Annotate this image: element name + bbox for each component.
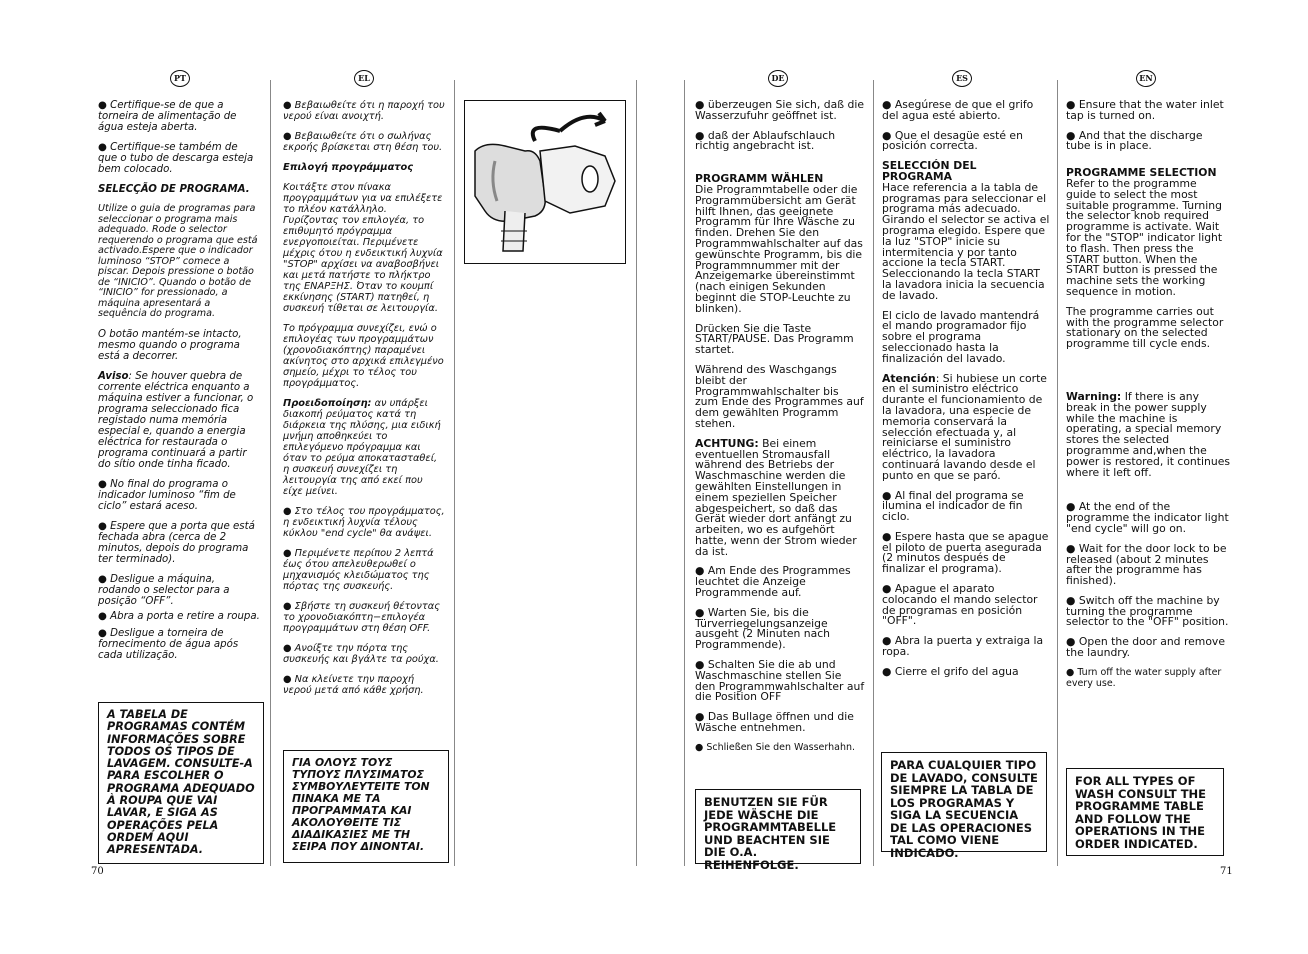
pt-open-door: ● Abra a porta e retire a roupa. bbox=[98, 611, 260, 622]
column-el bbox=[283, 100, 445, 705]
es-knob-text: El ciclo de lavado mantendrá el mando programador fijo sobre el programa seleccionado hasta la finalización del lavado. bbox=[882, 308, 1040, 365]
el-close-tap: ● Να κλείνετε την παροχή νερού μετά από κάθε χρήση. bbox=[283, 674, 445, 696]
page-number-left: 70 bbox=[91, 866, 104, 877]
flag-en: EN bbox=[1136, 70, 1156, 87]
es-warning: Atención: Si hubiese un corte en el suministro eléctrico durante el funcionamiento de la lavadora, una especie de memoria conservará la selección efectuada y, al reiniciarse el suministro eléctrico, la lavadora continuará lavando desde el punto en que se paró. bbox=[882, 371, 1047, 482]
el-door-wait: ● Περιμένετε περίπου 2 λεπτά έως ότου απελευθερωθεί ο μηχανισμός κλειδώματος της πόρτας της συσκευής. bbox=[283, 548, 445, 592]
en-hose-check: ● And that the discharge tube is in place. bbox=[1066, 131, 1230, 153]
el-tap-check: ● Βεβαιωθείτε ότι η παροχή του νερού είναι ανοιχτή. bbox=[283, 100, 445, 122]
el-end-cycle: ● Στο τέλος του προγράμματος, η ενδεικτική λυχνία τέλους κύκλου "end cycle" θα ανάψει. bbox=[283, 506, 445, 539]
pt-note-box: A TABELA DE PROGRAMAS CONTÉM INFORMAÇÕES SOBRE TODOS OS TIPOS DE LAVAGEM. CONSULTE-A PARA ESCOLHER O PROGRAMA ADEQUADO À ROUPA QUE VAI LAVAR, E SIGA AS OPERAÇÕES PELA ORDEM AQUI APRESENTADA. bbox=[98, 702, 264, 864]
column-divider bbox=[684, 80, 685, 866]
flag-es: ES bbox=[952, 70, 972, 87]
column-divider bbox=[1057, 80, 1058, 866]
es-tap-check: ● Asegúrese de que el grifo del agua esté abierto. bbox=[882, 100, 1050, 122]
de-close-tap: ● Schließen Sie den Wasserhahn. bbox=[695, 743, 865, 754]
flag-de: DE bbox=[768, 70, 788, 87]
column-divider bbox=[454, 80, 455, 866]
pt-close-tap: ● Desligue a torneira de fornecimento de água após cada utilização. bbox=[98, 628, 260, 661]
en-open-door: ● Open the door and remove the laundry. bbox=[1066, 637, 1230, 659]
de-knob-text: Während des Waschgangs bleibt der Programmwahlschalter bis zum Ende des Programmes auf dem gewählten Programm stehen. bbox=[695, 362, 864, 430]
column-es bbox=[882, 100, 1050, 687]
pt-selection-text: Utilize o guia de programas para seleccionar o programa mais adequado. Rode o selector requerendo o programa que está activado.Espere que o indicador luminoso “STOP” comece a piscar. Depois pressione o botão de “INICIO”. Quando o botão de “INICIO” for pressionado, a máquina apresentará a sequência do programa. bbox=[98, 203, 258, 319]
es-end-cycle: ● Al final del programa se ilumina el indicador de fin ciclo. bbox=[882, 491, 1050, 523]
pt-tap-check: ● Certifique-se de que a torneira de alimentação de água esteja aberta. bbox=[98, 100, 260, 133]
pt-knob-text: O botão mantém-se intacto, mesmo quando o programa está a decorrer. bbox=[98, 328, 242, 362]
de-door-wait: ● Warten Sie, bis die Türverriegelungsanzeige ausgeht (2 Minuten nach Programmende). bbox=[695, 608, 865, 651]
column-pt bbox=[98, 100, 260, 670]
de-heading: PROGRAMM WÄHLEN bbox=[695, 172, 824, 186]
el-open-door: ● Ανοίξτε την πόρτα της συσκευής και βγάλτε τα ρούχα. bbox=[283, 643, 445, 665]
de-note-box: BENUTZEN SIE FÜR JEDE WÄSCHE DIE PROGRAMMTABELLE UND BEACHTEN SIE DIE O.A. REIHENFOLGE. bbox=[695, 789, 861, 864]
en-knob-text: The programme carries out with the programme selector stationary on the selected programme till cycle ends. bbox=[1066, 304, 1224, 351]
de-switch-off: ● Schalten Sie die ab und Waschmaschine stellen Sie den Programmwahlschalter auf die Position OFF bbox=[695, 660, 865, 703]
flag-pt: PT bbox=[170, 70, 190, 87]
el-hose-check: ● Βεβαιωθείτε ότι ο σωλήνας εκροής βρίσκεται στη θέση του. bbox=[283, 131, 445, 153]
en-selection-text: Refer to the programme guide to select the most suitable programme. Turning the selector knob required programme is activate. Wait for the "STOP" indicator light to flash. Then press the START button. When the START button is pressed the machine sets the working sequence in motion. bbox=[1066, 176, 1223, 298]
column-divider bbox=[636, 80, 637, 866]
de-open-door: ● Das Bullage öffnen und die Wäsche entnehmen. bbox=[695, 712, 865, 734]
en-tap-check: ● Ensure that the water inlet tap is turned on. bbox=[1066, 100, 1230, 122]
water-tap-icon bbox=[465, 101, 625, 263]
pt-hose-check: ● Certifique-se também de que o tubo de descarga esteja bem colocado. bbox=[98, 142, 260, 175]
es-selection-text: Hace referencia a la tabla de programas para seleccionar el programa más adecuado. Girando el selector se activa el programa elegido. Espere que la luz "STOP" inicie su intermitencia y por tanto accione la tecla START. Seleccionando la tecla START la lavadora inicia la secuencia de lavado. bbox=[882, 180, 1050, 302]
el-switch-off: ● Σβήστε τη συσκευή θέτοντας το χρονοδιακόπτη−επιλογέα προγραμμάτων στη θέση OFF. bbox=[283, 601, 445, 634]
de-start-text: Drücken Sie die Taste START/PAUSE. Das Programm startet. bbox=[695, 321, 854, 357]
de-tap-check: ● überzeugen Sie sich, daß die Wasserzufuhr geöffnet ist. bbox=[695, 100, 865, 122]
en-switch-off: ● Switch off the machine by turning the programme selector to the "OFF" position. bbox=[1066, 596, 1230, 628]
el-knob-text: Το πρόγραμμα συνεχίζει, ενώ ο επιλογέας των προγραμμάτων (χρονοδιακόπτης) παραμένει ακίνητος στο αρχικά επιλεγμένο σημείο, μέχρι το τέλος του προγράμματος. bbox=[283, 323, 444, 389]
de-hose-check: ● daß der Ablaufschlauch richtig angebracht ist. bbox=[695, 131, 865, 153]
pt-heading: SELECÇÃO DE PROGRAMA. bbox=[98, 184, 250, 195]
en-door-wait: ● Wait for the door lock to be released (about 2 minutes after the programme has finished). bbox=[1066, 544, 1230, 587]
column-en bbox=[1066, 100, 1230, 698]
column-de bbox=[695, 100, 865, 763]
en-note-box: FOR ALL TYPES OF WASH CONSULT THE PROGRAMME TABLE AND FOLLOW THE OPERATIONS IN THE ORDER INDICATED. bbox=[1066, 768, 1224, 856]
es-heading: SELECCIÓN DEL PROGRAMA bbox=[882, 159, 977, 183]
column-divider bbox=[270, 80, 271, 866]
en-heading: PROGRAMME SELECTION bbox=[1066, 166, 1217, 180]
de-end-cycle: ● Am Ende des Programmes leuchtet die Anzeige Programmende auf. bbox=[695, 566, 865, 598]
es-close-tap: ● Cierre el grifo del agua bbox=[882, 667, 1050, 678]
de-warning: ACHTUNG: Bei einem eventuellen Stromausfall während des Betriebs der Waschmaschine werden die gewählten Einstellungen in einem speziellen Speicher abgespeichert, so daß das Gerät wieder dort anfängt zu arbeiten, wo es aufgehört hatte, wenn der Strom wieder da ist. bbox=[695, 436, 857, 558]
en-close-tap: ● Turn off the water supply after every use. bbox=[1066, 668, 1230, 690]
es-open-door: ● Abra la puerta y extraiga la ropa. bbox=[882, 636, 1050, 658]
de-selection-text: Die Programmtabelle oder die Programmübersicht am Gerät hilft Ihnen, das geeignete Programm für Ihre Wäsche zu finden. Drehen Sie den Programmwahlschalter auf das gewünschte Programm, bis die Programmnummer mit der Anzeigemarke übereinstimmt (nach einigen Sekunden beginnt die STOP-Leuchte zu blinken). bbox=[695, 182, 863, 315]
pt-end-cycle: ● No final do programa o indicador luminoso “fim de ciclo” estará aceso. bbox=[98, 479, 260, 512]
el-selection-text: Κοιτάξτε στον πίνακα προγραμμάτων για να επιλέξετε το πλέον κατάλληλο. Γυρίζοντας τον επιλογέα, το επιθυμητό πρόγραμμα ενεργοποιείται. Περιμένετε μέχρις ότου η ενδεικτική λυχνία "STOP" αρχίσει να αναβοσβήνει και μετά πατήστε το πλήκτρο της ΕΝΑΡΞΗΣ. Όταν το κουμπί εκκίνησης (START) πατηθεί, η συσκευή τίθεται σε λειτουργία. bbox=[283, 182, 443, 314]
el-note-box: ΓΙΑ ΟΛΟΥΣ ΤΟΥΣ ΤΥΠΟΥΣ ΠΛΥΣΙΜΑΤΟΣ ΣΥΜΒΟΥΛΕΥΤΕΙΤΕ ΤΟΝ ΠΙΝΑΚΑ ΜΕ ΤΑ ΠΡΟΓΡΑΜΜΑΤΑ ΚΑΙ ΑΚΟΛΟΥΘΕΙΤΕ ΤΙΣ ΔΙΑΔΙΚΑΣΙΕΣ ΜΕ ΤΗ ΣΕΙΡΑ ΠΟΥ ΔΙΝΟΝΤΑΙ. bbox=[283, 750, 449, 863]
flag-el: EL bbox=[354, 70, 374, 87]
es-door-wait: ● Espere hasta que se apague el piloto de puerta asegurada (2 minutos después de finalizar el programa). bbox=[882, 532, 1050, 575]
el-warning: Προειδοποίηση: αν υπάρξει διακοπή ρεύματος κατά τη διάρκεια της πλύσης, μια ειδική μνήμη αποθηκεύει το επιλεγόμενο πρόγραμμα και όταν το ρεύμα αποκατασταθεί, η συσκευή συνεχίζει τη λειτουργία της από εκεί που είχε μείνει. bbox=[283, 398, 441, 497]
pt-warning: Aviso: Se houver quebra de corrente eléctrica enquanto a máquina estiver a funcionar, o programa seleccionado fica registado numa memória especial e, quando a energia eléctrica for restaurada o programa continuará a partir do sítio onde tinha ficado. bbox=[98, 370, 254, 470]
es-note-box: PARA CUALQUIER TIPO DE LAVADO, CONSULTE SIEMPRE LA TABLA DE LOS PROGRAMAS Y SIGA LA SECUENCIA DE LAS OPERACIONES TAL COMO VIENE INDICADO. bbox=[881, 752, 1047, 852]
en-end-cycle: ● At the end of the programme the indicator light "end cycle" will go on. bbox=[1066, 502, 1230, 534]
es-switch-off: ● Apague el aparato colocando el mando selector de programas en posición "OFF". bbox=[882, 584, 1050, 627]
el-heading: Επιλογή προγράμματος bbox=[283, 162, 414, 173]
en-warning: Warning: If there is any break in the power supply while the machine is operating, a special memory stores the selected programme and,when the power is restored, it continues where it left off. bbox=[1066, 389, 1230, 479]
pt-door-wait: ● Espere que a porta que está fechada abra (cerca de 2 minutos, depois do programa ter terminado). bbox=[98, 521, 260, 565]
tap-illustration bbox=[464, 100, 626, 264]
page-number-right: 71 bbox=[1220, 866, 1233, 877]
es-hose-check: ● Que el desagüe esté en posición correcta. bbox=[882, 131, 1050, 153]
column-divider bbox=[873, 80, 874, 866]
pt-switch-off: ● Desligue a máquina, rodando o selector para a posição “OFF”. bbox=[98, 574, 260, 607]
